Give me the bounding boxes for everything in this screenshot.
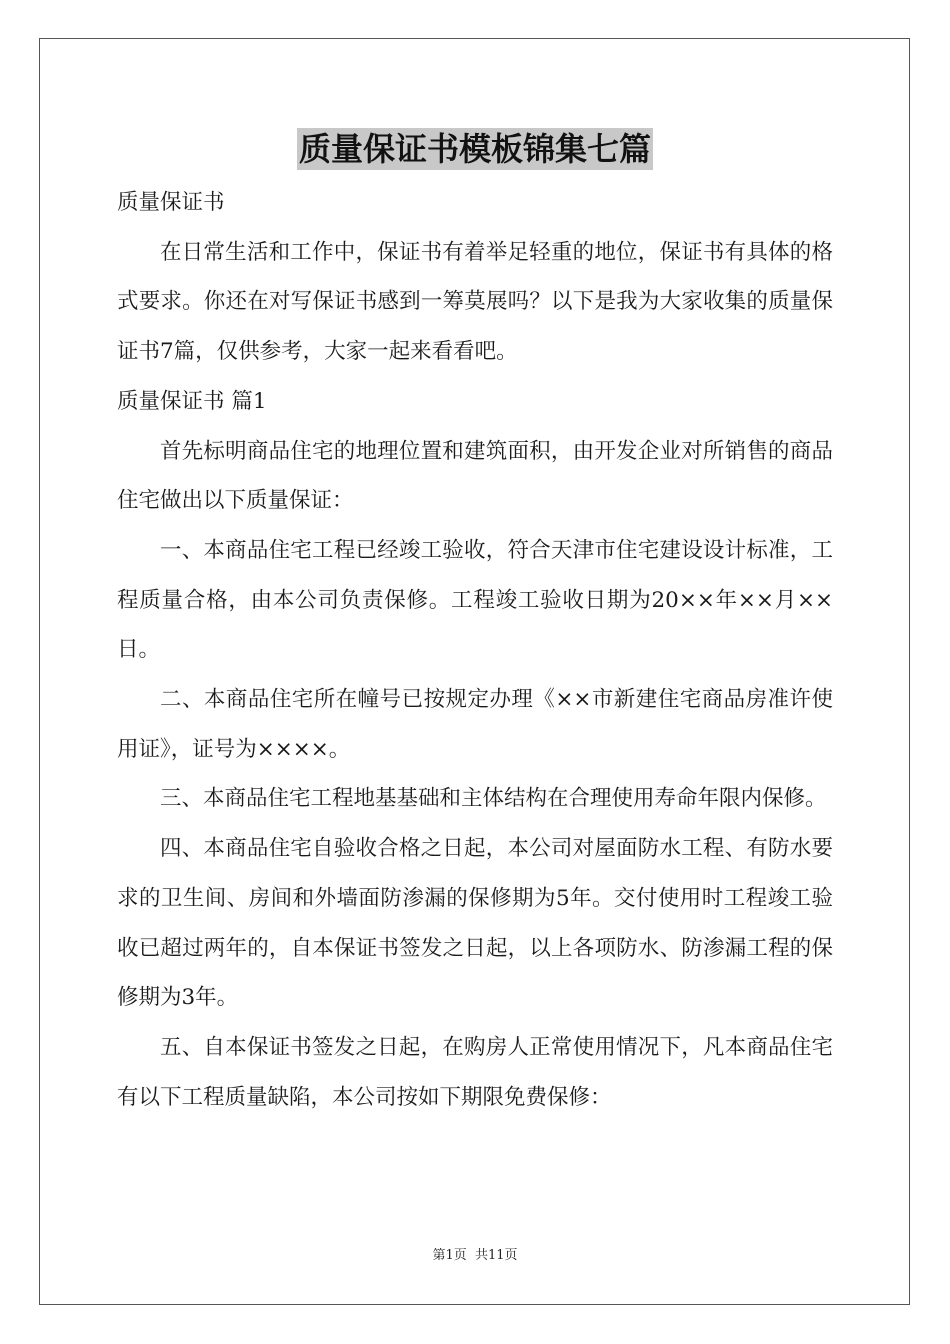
- page-number: 第1页 共11页: [432, 1248, 518, 1263]
- paragraph: 四、本商品住宅自验收合格之日起，本公司对屋面防水工程、有防水要求的卫生间、房间和外墙面防渗漏的保修期为5年。交付使用时工程竣工验收已超过两年的，自本保证书签发之日起，以上各项防水、防渗漏工程的保修期为3年。: [117, 836, 833, 1011]
- document-body: [117, 178, 833, 1122]
- paragraph-intro: 在日常生活和工作中，保证书有着举足轻重的地位，保证书有具体的格式要求。你还在对写保证书感到一筹莫展吗？以下是我为大家收集的质量保证书7篇，仅供参考，大家一起来看看吧。: [117, 239, 833, 365]
- paragraph: 三、本商品住宅工程地基基础和主体结构在合理使用寿命年限内保修。: [160, 786, 827, 812]
- page-footer: [0, 1244, 950, 1263]
- title-container: [0, 128, 950, 170]
- paragraph: 二、本商品住宅所在幢号已按规定办理《××市新建住宅商品房准许使用证》，证号为××××。: [117, 687, 833, 762]
- section-heading: 质量保证书 篇1: [117, 388, 267, 414]
- paragraph: 五、自本保证书签发之日起，在购房人正常使用情况下，凡本商品住宅有以下工程质量缺陷，本公司按如下期限免费保修：: [117, 1034, 833, 1110]
- paragraph-heading: 质量保证书: [117, 190, 225, 215]
- paragraph: 首先标明商品住宅的地理位置和建筑面积，由开发企业对所销售的商品住宅做出以下质量保证：: [117, 438, 833, 514]
- document-title: 质量保证书模板锦集七篇: [298, 130, 651, 168]
- paragraph: 一、本商品住宅工程已经竣工验收，符合天津市住宅建设设计标准，工程质量合格，由本公司负责保修。工程竣工验收日期为20××年××月××日。: [117, 537, 833, 663]
